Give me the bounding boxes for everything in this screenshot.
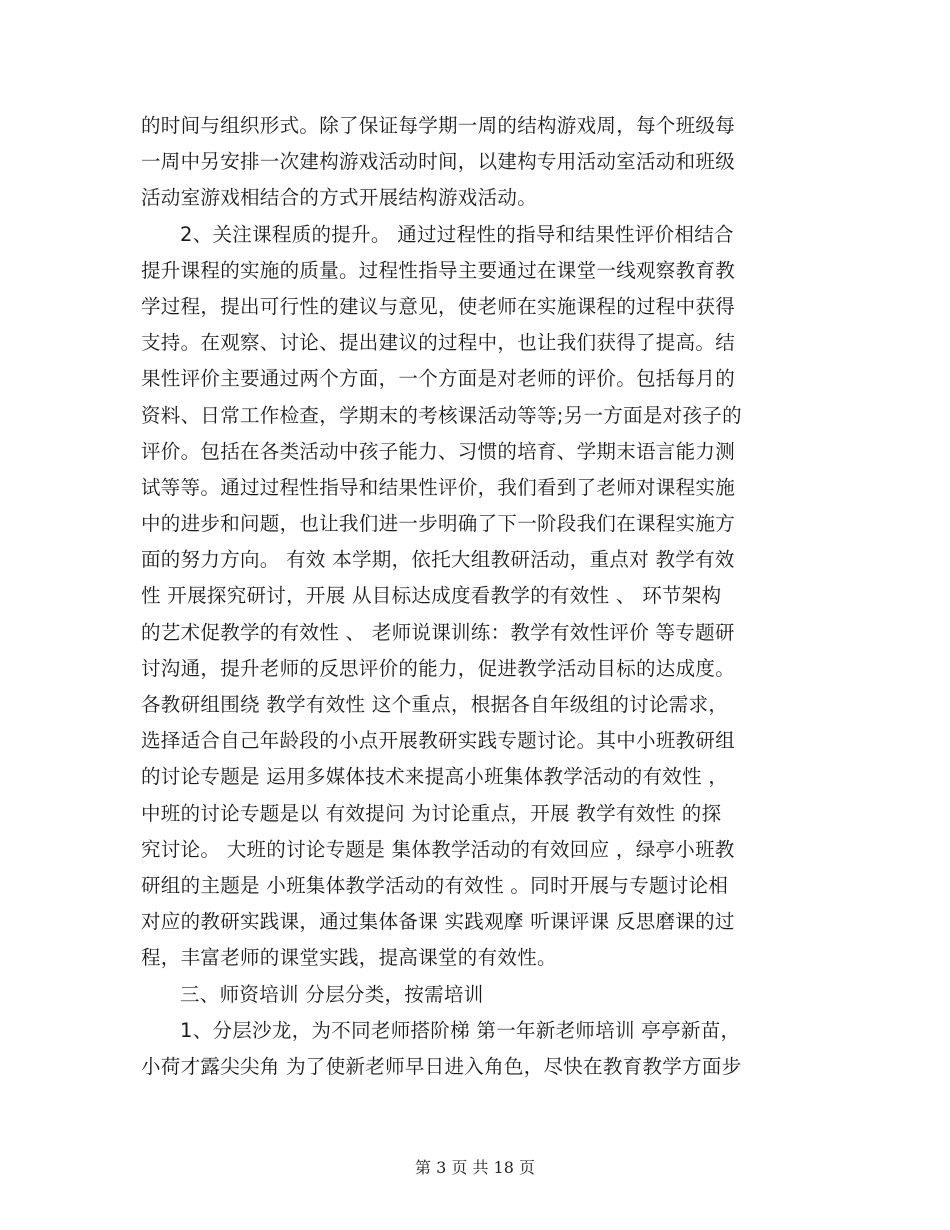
text-line: 的艺术促教学的有效性 、 老师说课训练：教学有效性评价 等专题研 — [141, 620, 735, 644]
text-line: 2、关注课程质的提升。 通过过程性的指导和结果性评价相结合 — [180, 222, 734, 246]
text-line: 选择适合自己年龄段的小点开展教研实践专题讨论。其中小班教研组 — [141, 729, 736, 753]
text-line: 研组的主题是 小班集体教学活动的有效性 。同时开展与专题讨论相 — [141, 873, 729, 897]
text-line: 的讨论专题是 运用多媒体技术来提高小班集体教学活动的有效性 ， — [141, 765, 729, 789]
text-line: 面的努力方向。 有效 本学期，依托大组教研活动，重点对 教学有效 — [141, 548, 735, 572]
text-line: 试等等。通过过程性指导和结果性评价，我们看到了老师对课程实施 — [141, 475, 736, 499]
text-line: 程，丰富老师的课堂实践，提高课堂的有效性。 — [141, 946, 557, 970]
text-line: 各教研组围绕 教学有效性 这个重点，根据各自年级组的讨论需求， — [141, 693, 729, 716]
text-line: 小荷才露尖尖角 为了使新老师早日进入角色，尽快在教育教学方面步 — [141, 1054, 742, 1078]
text-line: 资料、日常工作检查，学期末的考核课活动等等;另一方面是对孩子的 — [141, 403, 742, 427]
text-line: 一周中另安排一次建构游戏活动时间，以建构专用活动室活动和班级 — [141, 150, 736, 174]
text-line: 学过程，提出可行性的建议与意见，使老师在实施课程的过程中获得 — [141, 294, 736, 318]
text-line: 究讨论。 大班的讨论专题是 集体教学活动的有效回应 ，绿亭小班教 — [141, 837, 735, 861]
page-number-footer: 第 3 页 共 18 页 — [415, 1158, 535, 1177]
text-line: 中的进步和问题，也让我们进一步明确了下一阶段我们在课程实施方 — [141, 512, 736, 536]
text-line: 评价。包括在各类活动中孩子能力、习惯的培育、学期末语言能力测 — [141, 439, 736, 463]
text-line: 性 开展探究研讨，开展 从目标达成度看教学的有效性 、 环节架构 — [141, 584, 722, 608]
text-line: 支持。在观察、讨论、提出建议的过程中，也让我们获得了提高。结 — [141, 331, 736, 355]
text-line: 活动室游戏相结合的方式开展结构游戏活动。 — [141, 186, 538, 210]
text-line: 讨沟通，提升老师的反思评价的能力，促进教学活动目标的达成度。 — [141, 656, 736, 680]
document-body — [141, 108, 811, 1085]
section-heading: 三、师资培训 分层分类，按需培训 — [180, 982, 484, 1006]
text-line: 对应的教研实践课，通过集体备课 实践观摩 听课评课 反思磨课的过 — [141, 910, 735, 934]
text-line: 1、分层沙龙，为不同老师搭阶梯 第一年新老师培训 亭亭新苗， — [180, 1018, 741, 1042]
text-line: 提升课程的实施的质量。过程性指导主要通过在课堂一线观察教育教 — [141, 258, 736, 282]
text-line: 果性评价主要通过两个方面，一个方面是对老师的评价。包括每月的 — [141, 367, 736, 391]
text-line: 的时间与组织形式。除了保证每学期一周的结构游戏周，每个班级每 — [141, 114, 736, 137]
text-line: 中班的讨论专题是以 有效提问 为讨论重点，开展 教学有效性 的探 — [141, 801, 722, 825]
